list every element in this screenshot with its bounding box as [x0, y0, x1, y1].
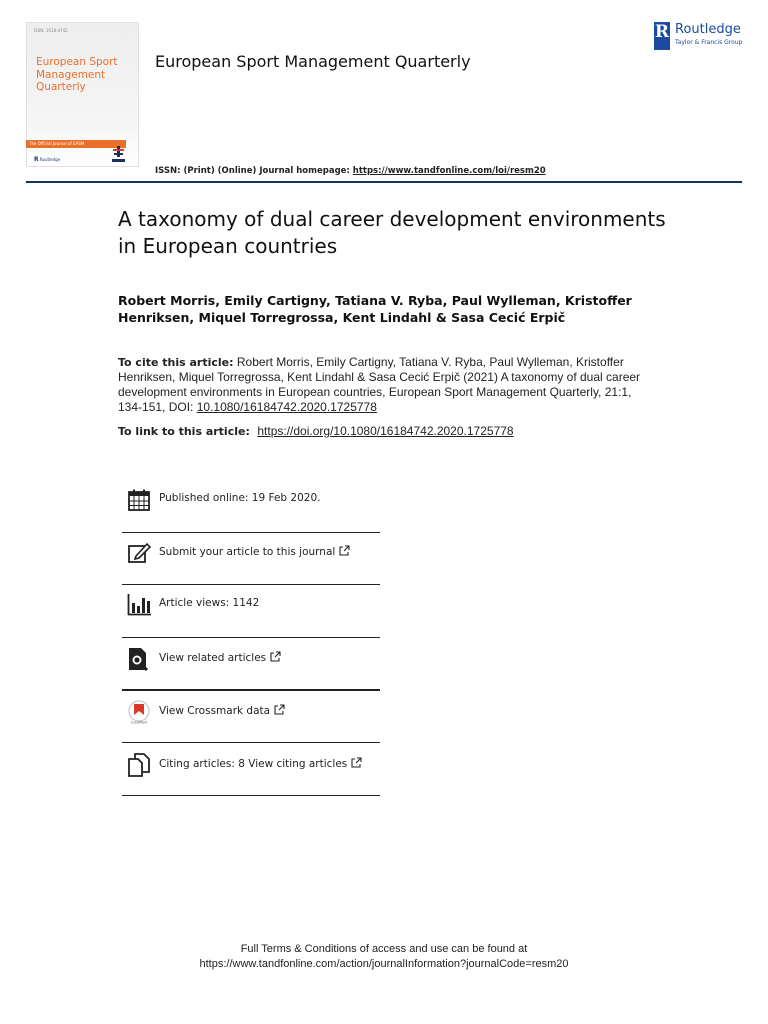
divider [122, 637, 380, 638]
citing-articles-link[interactable]: Citing articles: 8 View citing articles [159, 758, 348, 770]
external-link-icon [351, 757, 362, 768]
article-views: Article views: 1142 [159, 597, 260, 609]
citation-block [118, 355, 658, 415]
divider [122, 532, 380, 533]
external-link-icon [270, 651, 281, 662]
journal-homepage-link[interactable]: https://www.tandfonline.com/loi/resm20 [352, 166, 546, 176]
terms-url-link[interactable]: https://www.tandfonline.com/action/journalInformation?journalCode=resm20 [199, 958, 569, 970]
routledge-r-icon: R [654, 22, 670, 50]
cite-text: Robert Morris, Emily Cartigny, Tatiana V. Ryba, Paul Wylleman, Kristoffer Henriksen, Miquel Torregrossa, Kent Lindahl & Sasa Cecić Erpič (2021) A taxonomy of dual career development environments in European countries, European Sport Management Quarterly, 21:1, 134-151, DOI: [118, 355, 641, 414]
header-divider [26, 181, 742, 183]
edit-pencil-icon [127, 541, 151, 565]
cite-label: To cite this article: [118, 356, 234, 369]
publisher-subtitle: Taylor & Francis Group [675, 39, 743, 46]
bar-chart-icon [127, 593, 151, 617]
crossmark-link[interactable]: View Crossmark data [159, 705, 271, 717]
submit-article-link[interactable]: Submit your article to this journal [159, 546, 336, 558]
journal-title: European Sport Management Quarterly [155, 52, 471, 71]
cover-band-text: The Official Journal of EASM [29, 141, 85, 146]
publisher-logo [652, 22, 752, 52]
divider [122, 742, 380, 743]
svg-text:CrossMark: CrossMark [130, 720, 148, 724]
issn-line [155, 166, 546, 176]
issn-prefix: ISSN: (Print) (Online) Journal homepage: [155, 166, 353, 176]
crossmark-icon [127, 700, 151, 724]
external-link-icon [274, 704, 285, 715]
article-link-line [118, 424, 678, 439]
article-doi-link[interactable]: https://doi.org/10.1080/16184742.2020.1725778 [257, 424, 514, 438]
article-title: A taxonomy of dual career development environments in European countries [118, 207, 666, 258]
external-link-icon [339, 545, 350, 556]
cite-doi-link[interactable]: 10.1080/16184742.2020.1725778 [196, 400, 377, 414]
submit-article-row[interactable] [122, 541, 380, 593]
easm-logo-icon [112, 146, 125, 163]
related-articles-link[interactable]: View related articles [159, 652, 267, 664]
terms-footer [0, 942, 768, 972]
calendar-icon [127, 488, 151, 512]
citing-articles-row[interactable] [122, 753, 380, 805]
search-document-icon [127, 647, 151, 671]
citing-documents-icon [127, 753, 151, 777]
crossmark-row[interactable] [122, 700, 380, 752]
terms-line: Full Terms & Conditions of access and use can be found at [240, 943, 528, 955]
divider [122, 689, 380, 691]
related-articles-row[interactable] [122, 647, 380, 699]
publisher-name: Routledge [675, 22, 741, 37]
divider [122, 584, 380, 585]
cover-publisher: R Routledge [34, 156, 61, 163]
cover-band [26, 140, 126, 148]
published-date: Published online: 19 Feb 2020. [159, 492, 321, 504]
cover-title: European Sport Management Quarterly [36, 56, 118, 93]
link-label: To link to this article: [118, 425, 250, 438]
cover-issn: ISSN: 1618-4742 [34, 28, 68, 33]
article-authors: Robert Morris, Emily Cartigny, Tatiana V. Ryba, Paul Wylleman, Kristoffer Henriksen, Miquel Torregrossa, Kent Lindahl & Sasa Cecić Erpič [118, 293, 632, 325]
divider [122, 795, 380, 796]
